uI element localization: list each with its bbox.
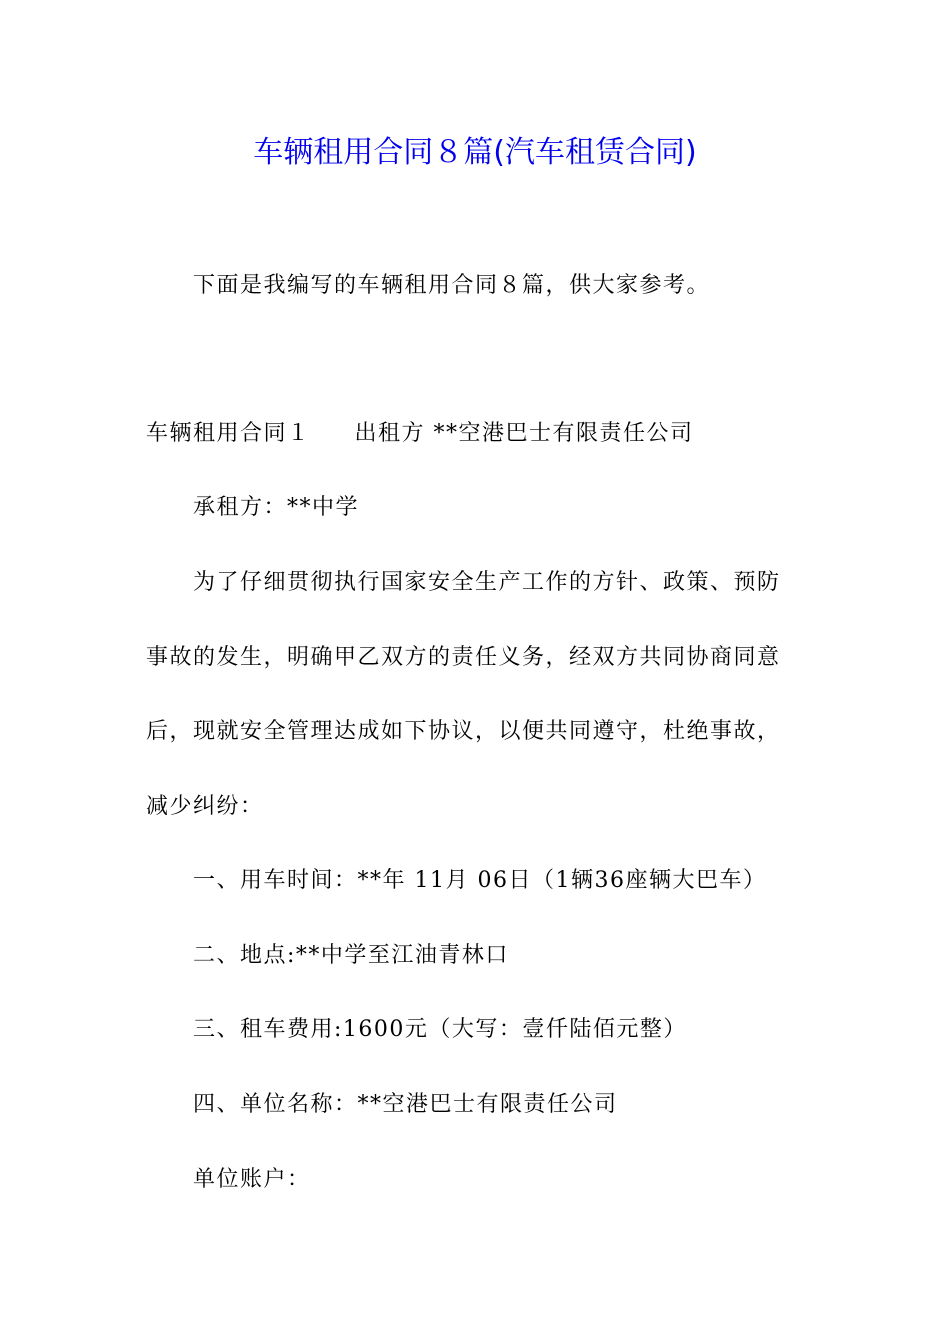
contract-heading-line [146, 418, 694, 450]
paragraph-line: 减少纠纷： [146, 794, 264, 819]
paragraph-line: 事故的发生，明确甲乙双方的责任义务，经双方共同协商同意 [146, 645, 781, 670]
clause-usage-time: 一、用车时间：**年 11月 06日（1辆36座辆大巴车） [193, 868, 767, 893]
clause-location: 二、地点:**中学至江油青林口 [193, 943, 509, 968]
contract-heading: 车辆租用合同１ [146, 421, 311, 446]
intro-paragraph: 下面是我编写的车辆租用合同８篇，供大家参考。 [193, 273, 711, 298]
document-title: 车辆租用合同８篇(汽车租赁合同) [253, 135, 697, 170]
clause-company-name: 四、单位名称：**空港巴士有限责任公司 [193, 1092, 618, 1117]
clause-rental-fee: 三、租车费用:1600元（大写：壹仟陆佰元整） [193, 1017, 687, 1042]
lessor-line: 出租方 **空港巴士有限责任公司 [354, 421, 694, 446]
clause-company-account: 单位账户： [193, 1167, 311, 1192]
lessee-line: 承租方：**中学 [193, 495, 360, 520]
paragraph-line: 为了仔细贯彻执行国家安全生产工作的方针、政策、预防 [193, 570, 781, 595]
paragraph-line: 后，现就安全管理达成如下协议，以便共同遵守，杜绝事故， [146, 719, 781, 744]
